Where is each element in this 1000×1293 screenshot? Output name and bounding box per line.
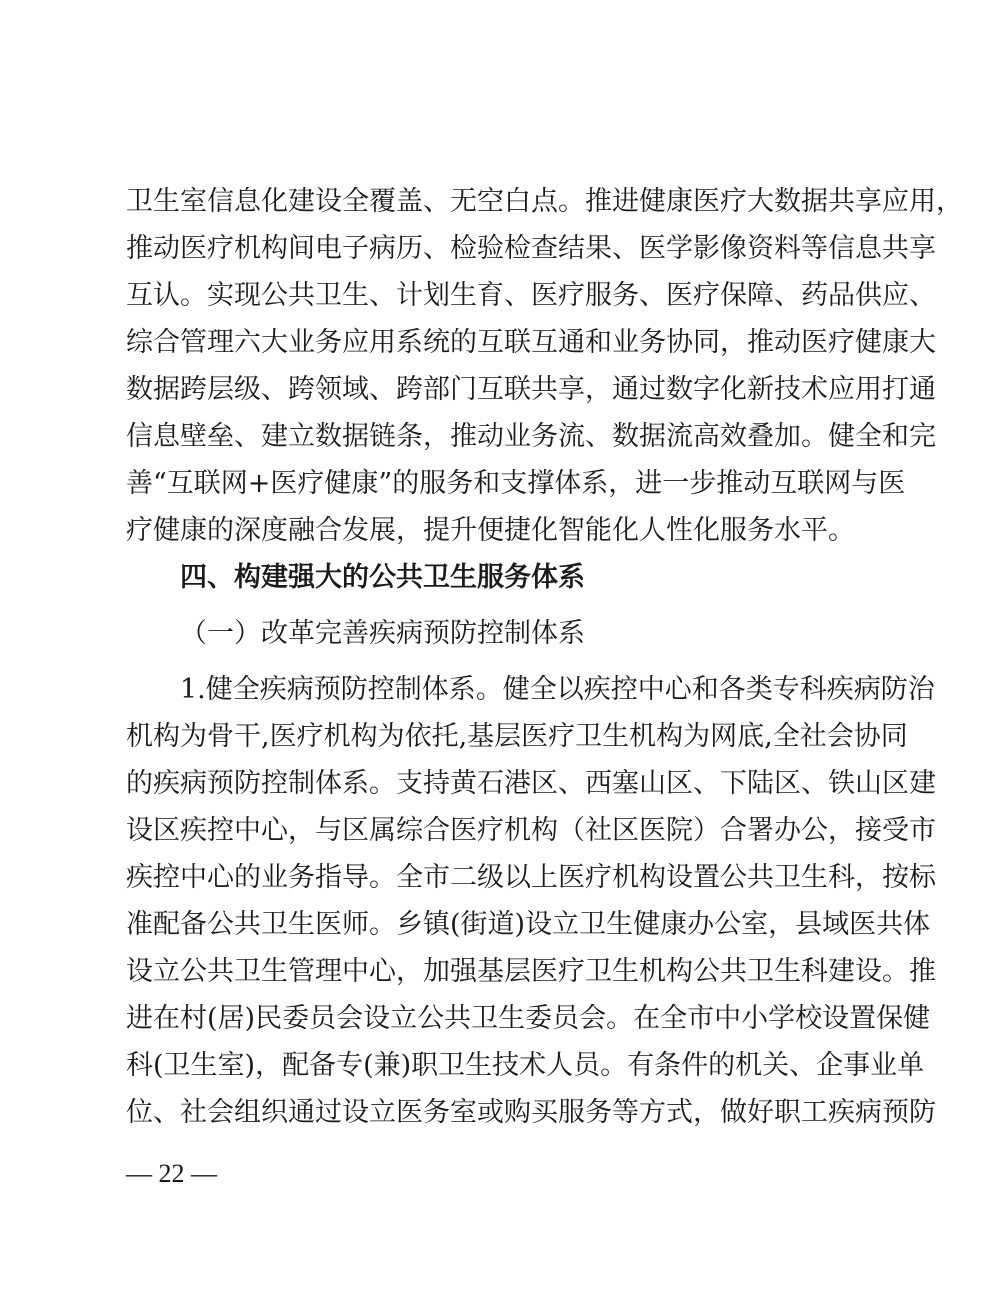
text-line: 的疾病预防控制体系。支持黄石港区、西塞山区、下陆区、铁山区建 [126, 768, 936, 799]
text-line: 准配备公共卫生医师。乡镇(街道)设立卫生健康办公室，县域医共体 [126, 909, 931, 940]
text-line: 设立公共卫生管理中心，加强基层医疗卫生机构公共卫生科建设。推 [126, 956, 936, 987]
text-line: 进在村(居)民委员会设立公共卫生委员会。在全市中小学校设置保健 [126, 1003, 931, 1034]
text-line: 推动医疗机构间电子病历、检验检查结果、医学影像资料等信息共享 [126, 233, 936, 264]
text-line: 数据跨层级、跨领域、跨部门互联共享，通过数字化新技术应用打通 [126, 374, 936, 405]
text-line: 信息壁垒、建立数据链条，推动业务流、数据流高效叠加。健全和完 [126, 421, 936, 452]
subsection-heading: （一）改革完善疾病预防控制体系 [180, 618, 585, 649]
text-line: 综合管理六大业务应用系统的互联互通和业务协同，推动医疗健康大 [126, 327, 936, 358]
text-line: 卫生室信息化建设全覆盖、无空白点。推进健康医疗大数据共享应用， [126, 186, 963, 217]
text-line: 互认。实现公共卫生、计划生育、医疗服务、医疗保障、药品供应、 [126, 280, 936, 311]
text-line: 科(卫生室)，配备专(兼)职卫生技术人员。有条件的机关、企事业单 [126, 1050, 925, 1081]
text-line: 1.健全疾病预防控制体系。健全以疾控中心和各类专科疾病防治 [180, 674, 935, 705]
text-line: 疾控中心的业务指导。全市二级以上医疗机构设置公共卫生科，按标 [126, 862, 936, 893]
text-line: 机构为骨干,医疗机构为依托,基层医疗卫生机构为网底,全社会协同 [126, 721, 908, 752]
page-number: — 22 — [126, 1159, 217, 1188]
text-line: 善“互联网+医疗健康”的服务和支撑体系，进一步推动互联网与医 [126, 468, 906, 499]
text-line: 位、社会组织通过设立医务室或购买服务等方式，做好职工疾病预防 [126, 1097, 936, 1128]
text-line: 设区疾控中心，与区属综合医疗机构（社区医院）合署办公，接受市 [126, 815, 936, 846]
section-heading: 四、构建强大的公共卫生服务体系 [180, 562, 585, 593]
text-line: 疗健康的深度融合发展，提升便捷化智能化人性化服务水平。 [126, 515, 855, 546]
